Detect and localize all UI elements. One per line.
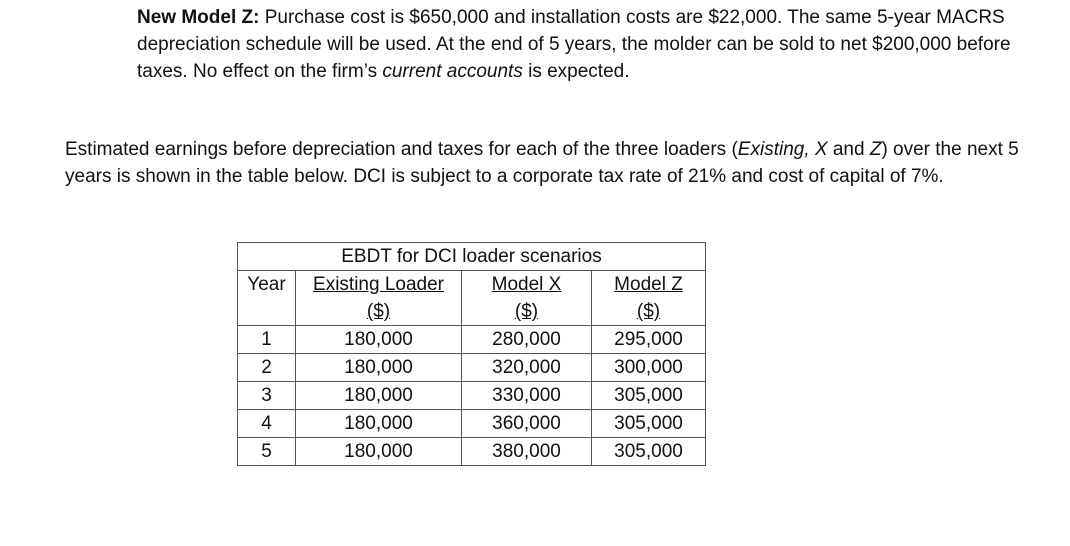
table-row [238,438,706,466]
model-z-heading: New Model Z: [137,7,260,28]
unit-model-z: ($) [592,298,706,326]
earnings-italic-2: Z [869,139,882,160]
cell-model-z: 300,000 [592,354,706,382]
header-year: Year [238,271,296,299]
table-title-row [238,243,706,271]
unit-existing-loader: ($) [296,298,462,326]
cell-model-x: 280,000 [462,326,592,354]
cell-model-z: 305,000 [592,382,706,410]
earnings-italic-1: Existing, X [737,139,828,160]
header-model-z: Model Z [592,271,706,299]
cell-year: 2 [238,354,296,382]
table-row [238,354,706,382]
cell-existing: 180,000 [296,438,462,466]
earnings-paragraph [65,136,1025,190]
cell-year: 1 [238,326,296,354]
earnings-text-a: Estimated earnings before depreciation and taxes for each of the three loaders ( [65,139,738,160]
cell-model-z: 305,000 [592,438,706,466]
cell-model-z: 305,000 [592,410,706,438]
cell-year: 4 [238,410,296,438]
cell-model-z: 295,000 [592,326,706,354]
header-model-x: Model X [462,271,592,299]
table-units-row [238,298,706,326]
cell-existing: 180,000 [296,326,462,354]
header-existing-loader: Existing Loader [296,271,462,299]
cell-existing: 180,000 [296,382,462,410]
cell-year: 5 [238,438,296,466]
cell-model-x: 380,000 [462,438,592,466]
table-row [238,382,706,410]
unit-year [238,298,296,326]
table-header-row [238,271,706,299]
table-title: EBDT for DCI loader scenarios [238,243,706,271]
ebdt-table [237,242,706,466]
cell-model-x: 360,000 [462,410,592,438]
cell-existing: 180,000 [296,354,462,382]
cell-model-x: 320,000 [462,354,592,382]
model-z-text-b: is expected. [522,61,630,82]
earnings-text-b: and [827,139,870,160]
unit-model-x: ($) [462,298,592,326]
cell-existing: 180,000 [296,410,462,438]
model-z-text-a: Purchase cost is $650,000 and installation costs are $22,000. The same 5-year MACRS depreciation schedule will be used. At the end of 5 years, the molder can be sold to net $200,000 before taxes. No effect on the firm’s [137,7,1011,82]
earnings-text-c: ) over the next 5 years is shown in the table below. DCI is subject to a corporate tax rate of 21% and cost of capital of 7%. [65,139,1019,187]
table-row [238,410,706,438]
cell-year: 3 [238,382,296,410]
model-z-paragraph [137,4,1037,85]
cell-model-x: 330,000 [462,382,592,410]
model-z-italic: current accounts [382,61,523,82]
table-row [238,326,706,354]
